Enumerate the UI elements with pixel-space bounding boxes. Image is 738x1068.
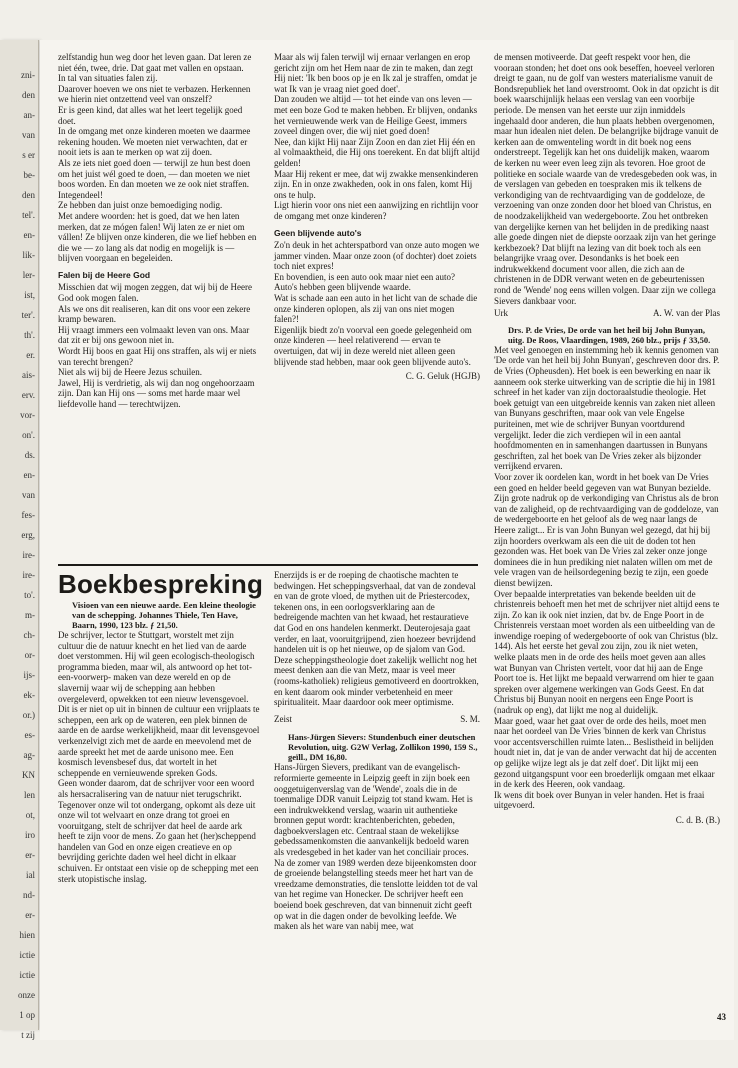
adjacent-page-fragment: van	[22, 130, 35, 140]
review-2-paragraph: Hans-Jürgen Sievers, predikant van de evangelisch-reformierte gemeente in Leipzig geeft in zijn boek een ooggetuigenverslag van de 'Wende', zoals die in de toenmalige DDR vanuit Leipzig tot stand kwam. Het is een indrukwekkend verslag, waarin uit authentieke bronnen geput wordt: krachtenberichten, gebeden, dagboekverslagen etc. Centraal staan de wekelijkse gebedssamenkomsten die aanvankelijk bedoeld waren als vredesgebed in het kader van het conciliair proces. Na de zomer van 1989 werden deze bijeenkomsten door de groeiende belangstelling steeds meer het hart van de vreedzame demonstraties, die tenslotte leidden tot de val van het regime van Honecker. De schrijver heeft een boeiend boek geschreven, dat van binnenuit zicht geeft op wat in die dagen onder de bevolking leefde. We maken als het ware van nabij mee, wat	[274, 762, 478, 932]
adjacent-page-fragment: ijs-	[23, 670, 35, 680]
adjacent-page-fragment: erv.	[21, 390, 35, 400]
adjacent-page-fragment: van	[22, 490, 35, 500]
review-3-paragraph: Over bepaalde interpretaties van bekende beelden uit de christenreis behoeft men het met de schrijver niet altijd eens te zijn. Zo kan ik ook niet inzien, dat bv. de Enge Poort in de Christenreis verstaan moet worden als een uitbeelding van de inwendige roeping of wedergeboorte of ook van Christus (blz. 144). Als het eerste het geval zou zijn, zou ik niet weten, welke plaats men in de orde des heils moet geven aan alles wat Bunyan van Christen vertelt, voor dat hij aan de Enge Poort toe is. Het lijkt me bepaald verwarrend om hier te gaan spreken over algemene werkingen van Gods Geest. En dat Christus bij Bunyan nooit en nergens een Enge Poort is (nadruk op eng), dat lijkt me nog al duidelijk.	[494, 588, 720, 716]
review-1-paragraph: Deze scheppingstheologie doet zakelijk wellicht nog het meest denken aan die van Metz, maar is veel meer (rooms-katholiek) religieus gemotiveerd en doortrokken, en kent daarom ook minder verbetenheid en meer spiritualiteit. Maar daardoor ook meer optimisme.	[274, 654, 479, 708]
adjacent-page-fragment: ek-	[23, 690, 35, 700]
adjacent-page-fragment: ds.	[24, 450, 35, 460]
column-1-upper	[58, 52, 260, 410]
adjacent-page-fragment: ist,	[24, 290, 35, 300]
subheading-falen: Falen bij de Heere God	[58, 269, 151, 280]
paragraph: Er is geen kind, dat alles wat het leert tegelijk goed doet.	[58, 104, 243, 126]
adjacent-page-fragment: ire-	[22, 550, 35, 560]
adjacent-page-fragment: er-	[25, 850, 35, 860]
paragraph: Wordt Hij boos en gaat Hij ons straffen, als wij er niets van terecht brengen?	[58, 346, 257, 367]
adjacent-page-fragment: an-	[23, 110, 35, 120]
adjacent-page-fragment: KN	[22, 770, 35, 780]
section-divider	[58, 564, 478, 566]
paragraph: Integendeel!	[58, 189, 103, 200]
review-3-signature: C. d. B. (B.)	[675, 814, 720, 825]
column-2-upper	[274, 52, 480, 382]
adjacent-page-fragment: er.	[26, 350, 35, 360]
adjacent-page-fragment: hien	[19, 930, 35, 940]
adjacent-page-fragment: th'.	[24, 330, 35, 340]
review-1-paragraph: De schrijver, lector te Stuttgart, worstelt met zijn cultuur die de natuur knecht en het lied van de aarde doet verstommen. Hij wil geen ecologisch-theologisch programma bieden, maar wil, als antwoord op het tot- een-voorwerp- maken van deze wereld en op de slavernij waar wij de schepping aan hebben overgeleverd, opwekken tot een nieuw levensgevoel. Dit is er niet op uit in binnen de cultuur een vrijplaats te scheppen, een ark op de wateren, een plek binnen de aarde en de aardse werkelijkheid, maar dit levensgevoel verkenzelvigt zich met de aarde en meevolend met de aarde spreekt het met de aarde unisono mee. Een kosmisch levensbesef dus, dat wortelt in het scheppende en vernieuwende spreken Gods.	[58, 630, 260, 778]
adjacent-page-fragment: or.)	[22, 710, 35, 720]
adjacent-page-fragment: t zij	[21, 1030, 35, 1040]
adjacent-page-fragment: ch-	[23, 630, 35, 640]
paragraph: Als ze iets niet goed doen — terwijl ze hun best doen om het juist wél goed te doen, — dan moeten we niet boos worden. En dan moeten we ze ook niet straffen.	[58, 157, 251, 190]
paragraph: Maar Hij rekent er mee, dat wij zwakke mensenkinderen zijn. En in onze zwakheden, ook in ons falen, komt Hij ons te hulp.	[274, 168, 479, 200]
adjacent-page-fragment: zni-	[21, 70, 35, 80]
review-3-paragraph: Met veel genoegen en instemming heb ik kennis genomen van 'De orde van het heil bij John Bunyan', geschreven door drs. P. de Vries (Opheusden). Het boek is een bewerking en naar ik aanneem ook sterke uitwerking van de scriptie die hij in 1981 schreef in het kader van zijn doctoraalstudie theologie. Het boek getuigt van een uitgebreide kennis van zaken niet alleen van Bunyans geschriften, maar ook van vele Engelse puriteinen, met wie de schrijver Bunyan voortdurend vergelijkt. Ieder die zich verdiepen wil in een aantal hoofdmomenten en in samenhangen daartussen in Bunyans geschriften, zal het boek van De Vries zeker als bijzonder verrijkend ervaren.	[494, 344, 720, 472]
adjacent-page-fragment: m-	[25, 610, 35, 620]
paragraph: Maar als wij falen terwijl wij ernaar verlangen en erop gericht zijn om het Hem naar de zin te maken, dan zegt Hij niet: 'Ik ben boos op je en Ik zal je straffen, omdat je wat Ik van je vraag niet goed doet'.	[274, 52, 477, 94]
adjacent-page-fragment: ler-	[22, 270, 35, 280]
adjacent-page-fragment: fes-	[21, 510, 35, 520]
review-2-paragraph: de mensen motiveerde. Dat geeft respekt voor hen, die voorаan stonden; het doet ons ook beseffen, hoeveel verloren dreigt te gaan, nu de golf van westers materialisme vanuit de Bondsrepubliek het land overstroomt. Ook in dat opzicht is dit boek waarschijnlijk helaas een verslag van een voorbije periode. De mensen van het eerste uur zijn inmiddels ingehaald door anderen, die hun plaats hebben overgenomen, maar hun idealen niet delen. De belangrijke bijdrage vanuit de kerken aan de omwenteling wordt in dit boek nog eens onderstreept. Tegelijk kan het ons duidelijk maken, waarom de kerken nu weer even leeg zijn als tevoren. Hoe groot de politieke en sociale waarde van de vredesgebeden ook was, in de verslagen van gebeden en toespraken mis ik telkens de verkondiging van de rechtvaardiging van de goddeloze, de verzoening van onze zonden door het bloed van Christus, en de noodzakelijkheid van wedergeboorte. Zou het ontbreken van dergelijke kernen van het belijden in de prediking naast alle goede dingen niet de diepste oorzaak zijn van het geringe kerkbezoek? Dat blijft na lezing van dit boek toch als een belangrijke vraag over. Desondanks is het boek een indrukwekkend document voor allen, die zich aan de christenen in de DDR verwant weten en de gebeurtenissen rond de 'Wende' nog eens willen volgen. Daar zijn we collega Sievers dankbaar voor.	[494, 52, 719, 306]
paragraph: In de omgang met onze kinderen moeten we daarmee rekening houden. We moeten niet verwachten, dat er nooit iets is aan te merken op wat zij doen.	[58, 126, 251, 158]
paragraph: Ze hebben dan juist onze bemoediging nodig.	[58, 200, 223, 211]
adjacent-page-fragment: ag-	[23, 750, 35, 760]
adjacent-page-fragment: on'.	[22, 430, 35, 440]
review-1-paragraph: Geen wonder daarom, dat de schrijver voor een woord als hersacralisering van de natuur niet terugschrikt. Tegenover onze wil tot ondergang, opkomt als deze uit onze wil tot welvaart en onze drang tot groei en vooruitgang, stelt de schrijver dat heel de aarde ark heeft te zijn voor de mens. Zo gaan het (her)scheppend handelen van God en onze eigen creatieve en op bevrijding gerichte daden wel heel dicht in elkaar schuiven. Er ontstaat een visie op de schepping met een sterk utopistische inslag.	[58, 778, 259, 884]
paragraph: Daarover hoeven we ons niet te verbazen. Herkennen we hierin niet ontzettend veel van onszelf?	[58, 83, 251, 105]
paragraph: En bovendien, is een auto ook maar niet een auto?	[274, 271, 455, 282]
adjacent-page-fragment: to'.	[24, 590, 35, 600]
column-3	[494, 52, 720, 826]
adjacent-page-fragment: or-	[24, 650, 35, 660]
paragraph: Auto's hebben geen blijvende waarde.	[274, 282, 411, 293]
adjacent-page-fragment: vor-	[20, 410, 35, 420]
adjacent-page-fragment: ire-	[22, 570, 35, 580]
paragraph: Als we ons dit realiseren, kan dit ons voor een zekere kramp bewaren.	[58, 303, 251, 325]
review-3-paragraph: Maar goed, waar het gaat over de orde des heils, moet men naar het oordeel van De Vries 'binnen de kerk van Christus voor accentsverschillen ruimte laten... Beslistheid in belijden houdt niet in, dat je van de ander verwacht dat hij de accenten op gelijke wijze legt als je dat zelf doet'. Dit lijkt mij een gezond uitgangspunt voor een broederlijk omgaan met elkaar in de kerk des Heeren, ook vandaag.	[494, 715, 717, 790]
review-1-place: Zeist	[274, 713, 292, 724]
review-1-signoff	[274, 714, 480, 725]
adjacent-page-strip	[0, 40, 39, 1040]
page-number: 43	[717, 1012, 726, 1022]
paragraph: Dan zouden we altijd — tot het einde van ons leven — met een boze God te maken hebben. Er blijven, ondanks het vernieuwende werk van de Heilige Geest, immers zoveel dingen over, die wij niet goed doen!	[274, 94, 478, 137]
paragraph: Misschien dat wij mogen zeggen, dat wij bij de Heere God ook mogen falen.	[58, 282, 252, 304]
paragraph: Nee, dan kijkt Hij naar Zijn Zoon en dan ziet Hij één en al volmaaktheid, die Hij ons toerekent. En dat blijft altijd gelden!	[274, 136, 480, 168]
paragraph: zelfstandig hun weg door het leven gaan. Dat leren ze niet één, twee, drie. Dat gaat met vallen en opstaan.	[58, 52, 252, 73]
column-1-lower	[58, 600, 260, 884]
adjacent-page-fragment: ial	[26, 870, 35, 880]
review-3-paragraph: Ik wens dit boek over Bunyan in veler handen. Het is fraai uitgevoerd.	[494, 789, 705, 811]
adjacent-page-fragment: ictie	[19, 950, 35, 960]
adjacent-page-fragment: len	[24, 790, 35, 800]
paragraph: Zo'n deuk in het achterspatbord van onze auto mogen we jammer vinden. Maar onze zoon (of dochter) doet zoiets toch niet expres!	[274, 240, 480, 272]
adjacent-page-fragment: den	[22, 90, 35, 100]
paragraph: Hij vraagt immers een volmaakt leven van ons. Maar dat zit er bij ons gewoon niet in.	[58, 324, 250, 346]
paragraph: Eigenlijk biedt zo'n voorval een goede gelegenheid om onze kinderen — heel relativerend — ervan te overtuigen, dat wij in deze wereld niet alleen geen blijvende stad hebben, maar ook geen blijvende auto's.	[274, 324, 472, 367]
adjacent-page-fragment: en-	[23, 470, 35, 480]
adjacent-page-fragment: er-	[25, 910, 35, 920]
adjacent-page-fragment: 1 op	[19, 1010, 35, 1020]
adjacent-page-fragment: ter'.	[21, 310, 35, 320]
adjacent-page-fragment: ais-	[22, 370, 35, 380]
adjacent-page-fragment: onze	[18, 990, 35, 1000]
adjacent-page-fragment: en-	[23, 230, 35, 240]
review-2-detail: Hans-Jürgen Sievers: Stundenbuch einer deutschen Revolution, uitg. G2W Verlag, Zollikon 1990, 159 S., geïll., DM 16,80.	[288, 732, 478, 763]
review-1-paragraph: Enerzijds is er de roeping de chaotische machten te bedwingen. Het scheppingsverhaal, dat van de zondeval en van de grote vloed, de mythen uit de Priestercodex, tekenen ons, in een oorlogsverklaring aan de bedreigende machten van het kwaad, het restauratieve dat God en ons handelen kenmerkt. Deuterojesaja gaat verder, en laat, vooruitgrijpend, zien hoezeer bevrijdend handelen uit is op het nieuwe, op de sjalom van God.	[274, 570, 476, 655]
section-title: Boekbespreking	[58, 569, 264, 599]
paragraph: Wat is schade aan een auto in het licht van de schade die onze kinderen oplopen, als zij van ons niet mogen falen?!	[274, 293, 478, 325]
page	[40, 40, 734, 1040]
adjacent-page-fragment: nd-	[23, 890, 35, 900]
paragraph: Ligt hierin voor ons niet een aanwijzing en richtlijn voor de omgang met onze kinderen?	[274, 200, 479, 221]
column-2-lower	[274, 570, 480, 932]
adjacent-page-fragment: es-	[24, 730, 35, 740]
review-3-paragraph: Voor zover ik oordelen kan, wordt in het boek van De Vries een goed en helder beeld gegeven van wat Bunyan bezielde. Zijn grote nadruk op de verkondiging van Christus als de bron van de zaligheid, op de rechtvaardiging van de goddeloze, van de wedergeboorte en het geloof als de weg naar langs de Heere zaligt... Er is van John Bunyan wel gezegd, dat hij bij zijn hoorders overkwam als een die uit de doden tot hen gezonden was. Het boek van De Vries zal zeker onze jonge dominees die in hun prediking niet nalaten willen om met de vele vragen van de heilsordegening bezig te zijn, een goede dienst bewijzen.	[494, 471, 719, 588]
review-3-detail: Drs. P. de Vries, De orde van het heil bij John Bunyan, uitg. De Roos, Vlaardingen, 1989, 260 blz., prijs ƒ 33,50.	[508, 324, 711, 345]
paragraph: Niet als wij bij de Heere Jezus schuilen.	[58, 367, 202, 378]
adjacent-page-fragment: ot,	[25, 810, 35, 820]
paragraph: Jawel, Hij is verdrietig, als wij dan nog ongehoorzaam zijn. Dan kan Hij ons — soms met harde maar wel liefdevolle hand — terechtwijzen.	[58, 377, 255, 409]
review-2-place: Urk	[494, 308, 508, 319]
signature-geluk: C. G. Geluk (HGJB)	[405, 371, 480, 382]
paragraph: Met andere woorden: het is goed, dat we hen laten merken, dat ze mógen falen! Wij laten ze er niet om vállen! Ze blijven onze kinderen, die we lief hebben en die we — zo lang als dat nodig en mogelijk is — blijven voorgaan en begeleiden.	[58, 210, 257, 264]
review-1-detail: Visioen van een nieuwe aarde. Een kleine theologie van de schepping. Johannes Thiele, Ten Have, Baarn, 1990, 123 blz. ƒ 21,50.	[72, 600, 256, 630]
paragraph: In tal van situaties falen zij.	[58, 73, 158, 84]
adjacent-page-fragment: iro	[25, 830, 35, 840]
review-1-signature: S. M.	[460, 713, 480, 724]
adjacent-page-fragment: lik-	[22, 250, 35, 260]
adjacent-page-fragment: erg,	[21, 530, 35, 540]
adjacent-page-fragment: ictie	[19, 970, 35, 980]
subheading-autos: Geen blijvende auto's	[274, 227, 362, 238]
adjacent-page-fragment: be-	[23, 170, 35, 180]
review-2-signature: A. W. van der Plas	[653, 308, 720, 319]
adjacent-page-fragment: tel'.	[22, 210, 35, 220]
review-2-signoff	[494, 308, 720, 319]
adjacent-page-fragment: s er	[22, 150, 35, 160]
adjacent-page-fragment: den	[22, 190, 35, 200]
